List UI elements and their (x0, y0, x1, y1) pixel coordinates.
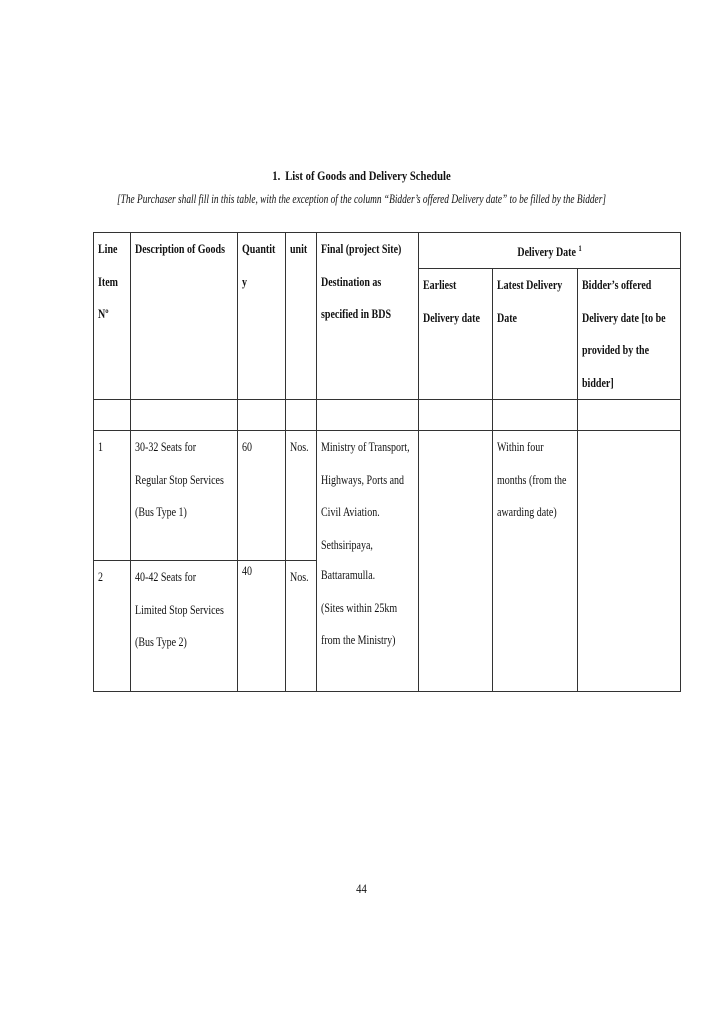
header-earliest: Earliest Delivery date (419, 269, 493, 400)
row1-bidder-offered (578, 431, 681, 561)
header-latest: Latest Delivery Date (493, 269, 578, 400)
row-earliest (419, 431, 493, 692)
row2-latest (493, 561, 578, 692)
row2-bidder-offered (578, 561, 681, 692)
row2-unit: Nos. (286, 561, 317, 692)
table-row (94, 431, 681, 561)
header-destination: Final (project Site) Destination as specified in BDS (317, 233, 419, 400)
section-title: List of Goods and Delivery Schedule (285, 168, 451, 183)
row-destination (317, 431, 419, 692)
row2-destination: Battaramulla. (Sites within 25km from the Ministry) (321, 568, 398, 648)
header-description: Description of Goods (131, 233, 238, 400)
section-heading (65, 168, 658, 184)
section-number: 1. (272, 168, 281, 183)
table-instruction: [The Purchaser shall fill in this table, with the exception of the column “Bidder’s offered Delivery date” to be filled by the Bidder] (117, 191, 606, 206)
page-number: 44 (356, 881, 367, 896)
header-delivery-date (419, 233, 681, 269)
header-bidder-offered: Bidder’s offered Delivery date [to be provided by the bidder] (578, 269, 681, 400)
row1-line: 1 (94, 431, 131, 561)
delivery-schedule-table (93, 232, 681, 692)
row2-quantity: 40 (238, 561, 286, 692)
row1-latest: Within four months (from the awarding date) (493, 431, 578, 561)
delivery-date-label: Delivery Date (517, 245, 576, 260)
row2-line: 2 (94, 561, 131, 692)
row1-unit: Nos. (286, 431, 317, 561)
header-row (94, 233, 681, 269)
header-line-item: Line Item Nº (94, 233, 131, 400)
delivery-date-footnote: 1 (578, 244, 582, 253)
row1-description: 30-32 Seats for Regular Stop Services (Bus Type 1) (131, 431, 238, 561)
spacer-row (94, 400, 681, 431)
row1-quantity: 60 (238, 431, 286, 561)
header-unit: unit (286, 233, 317, 400)
header-quantity: Quantit y (238, 233, 286, 400)
row2-description: 40-42 Seats for Limited Stop Services (Bus Type 2) (131, 561, 238, 692)
row1-destination: Ministry of Transport, Highways, Ports and Civil Aviation. Sethsiripaya, (321, 440, 410, 552)
